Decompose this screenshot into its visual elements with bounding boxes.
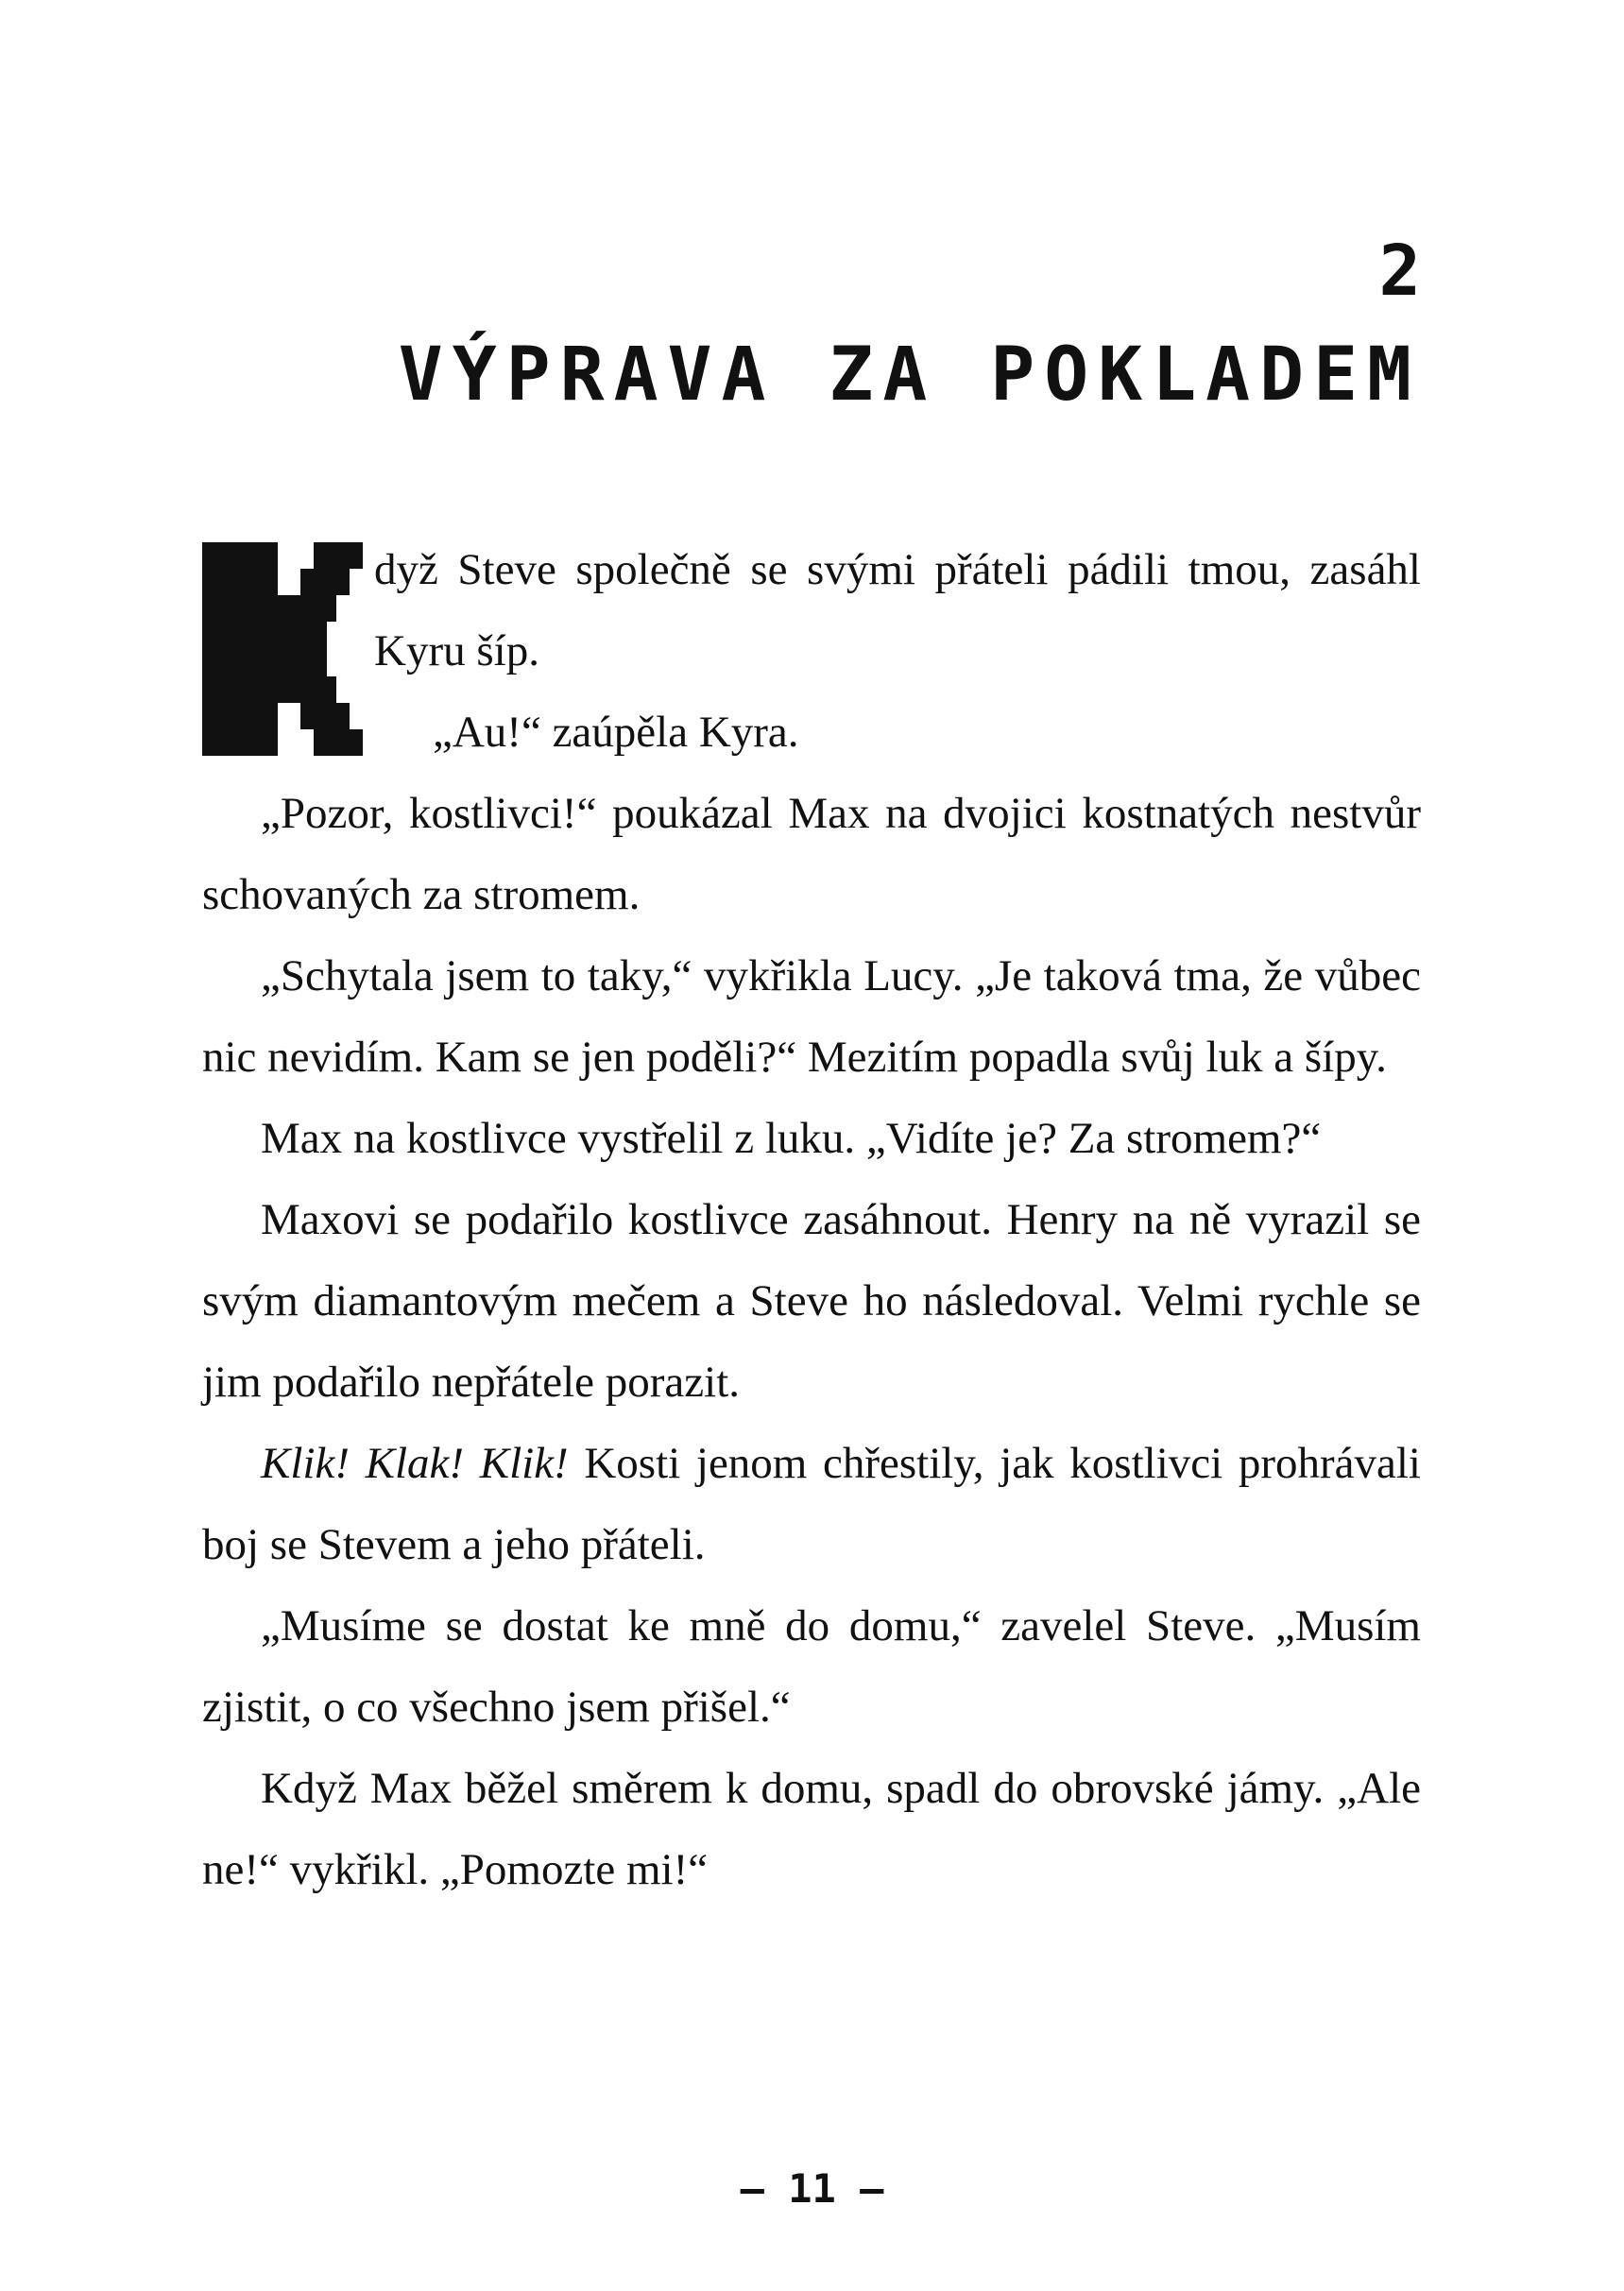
paragraph-4: „Schytala jsem to taky,“ vykřikla Lucy. „Je taková tma, že vůbec nic nevidím. Kam se jen poděli?“ Mezitím popadla svůj luk a šípy. xyxy=(202,951,1421,1082)
page-number: – 11 – xyxy=(740,2165,884,2212)
paragraph-5: Max na kostlivce vystřelil z luku. „Vidíte je? Za stromem?“ xyxy=(261,1114,1322,1163)
drop-cap xyxy=(202,542,363,756)
paragraph-text: dyž Steve společně se svými přáteli pádili tmou, zasáhl Kyru šíp. xyxy=(374,545,1421,675)
paragraph-6: Maxovi se podařilo kostlivce zasáhnout. Henry na ně vyrazil se svým diamantovým mečem a Steve ho následoval. Velmi rychle se jim podařilo nepřátele porazit. xyxy=(202,1195,1421,1407)
chapter-header xyxy=(398,231,1421,418)
paragraph-3: „Pozor, kostlivci!“ poukázal Max na dvojici kostnatých nestvůr schovaných za stromem. xyxy=(202,789,1421,919)
paragraph-2: „Au!“ zaúpěla Kyra. xyxy=(433,708,799,757)
paragraph-7 xyxy=(202,1423,1421,1585)
drop-cap-k-icon xyxy=(202,542,363,756)
paragraph-9: Když Max běžel směrem k domu, spadl do obrovské jámy. „Ale ne!“ vykřikl. „Pomozte mi!“ xyxy=(202,1764,1421,1894)
paragraph-7-text: Kosti jenom chřestily, jak kostlivci prohrávali boj se Stevem a jeho přáteli. xyxy=(202,1439,1421,1569)
chapter-title: VÝPRAVA ZA POKLADEM xyxy=(398,333,1421,418)
paragraph-7-italic: Klik! Klak! Klik! xyxy=(261,1439,569,1488)
paragraph-8: „Musíme se dostat ke mně do domu,“ zavelel Steve. „Musím zjistit, o co všechno jsem přišel.“ xyxy=(202,1601,1421,1732)
chapter-text xyxy=(202,529,1421,1910)
paragraph-1 xyxy=(202,529,1421,692)
chapter-number: 2 xyxy=(1378,231,1421,312)
